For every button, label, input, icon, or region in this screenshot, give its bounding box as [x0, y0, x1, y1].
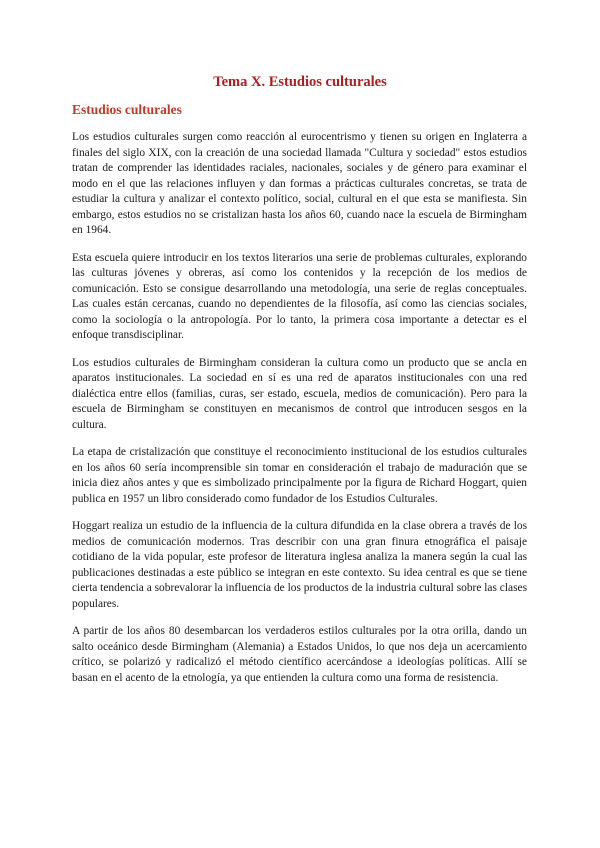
paragraph: A partir de los años 80 desembarcan los verdaderos estilos culturales por la otra orilla, dando un salto oceánico desde Birmingham (Alemania) a Estados Unidos, lo que nos deja un acercamiento crítico, se polarizó y radicalizó el método científico acercándose a ideologías políticas. Allí se basan en el acento de la etnología, ya que entienden la cultura como una forma de resistencia.	[72, 625, 527, 684]
paragraph: Los estudios culturales surgen como reacción al eurocentrismo y tienen su origen en Inglaterra a finales del siglo XIX, con la creación de una sociedad llamada "Cultura y sociedad" estos estudios tratan de comprender las identidades raciales, nacionales, sociales y de género para examinar el modo en el que las relaciones influyen y dan formas a prácticas culturales concretas, se trata de estudiar la cultura y analizar el contexto político, social, cultural en el que esta se manifiesta. Sin embargo, estos estudios no se cristalizan hasta los años 60, cuando nace la escuela de Birmingham en 1964.	[72, 131, 527, 236]
document-title: Tema X. Estudios culturales	[213, 74, 387, 90]
paragraph: Hoggart realiza un estudio de la influencia de la cultura difundida en la clase obrera a través de los medios de comunicación modernos. Tras describir con una gran finura etnográfica el paisaje cotidiano de la vida popular, este profesor de literatura inglesa analiza la manera según la cual las publicaciones destinadas a este público se integran en este contexto. Su idea central es que se tiene cierta tendencia a sobrevalorar la influencia de los productos de la industria cultural sobre las clases populares.	[72, 520, 527, 610]
section-heading: Estudios culturales	[72, 102, 182, 117]
paragraph: Esta escuela quiere introducir en los textos literarios una serie de problemas culturales, explorando las culturas jóvenes y obreras, así como los contenidos y la recepción de los medios de comunicación. Esto se consigue desarrollando una metodología, una serie de reglas conceptuales. Las cuales están cercanas, cuando no dependientes de la filosofía, así como las ciencias sociales, como la sociología o la antropología. Por lo tanto, la primera cosa importante a detectar es el enfoque transdisciplinar.	[72, 251, 527, 341]
paragraph: La etapa de cristalización que constituye el reconocimiento institucional de los estudios culturales en los años 60 sería incomprensible sin tomar en consideración el trabajo de maduración que se inicia diez años antes y que es simbolizado principalmente por la figura de Richard Hoggart, quien publica en 1957 un libro considerado como fundador de los Estudios Culturales.	[72, 446, 527, 505]
paragraph: Los estudios culturales de Birmingham consideran la cultura como un producto que se ancla en aparatos institucionales. La sociedad en sí es una red de aparatos institucionales con una red dialéctica entre ellos (familias, curas, ser estado, escuela, medios de comunicación). Pero para la escuela de Birmingham se constituyen en mecanismos de control que introducen sesgos en la cultura.	[72, 356, 527, 431]
document-body	[72, 130, 527, 698]
